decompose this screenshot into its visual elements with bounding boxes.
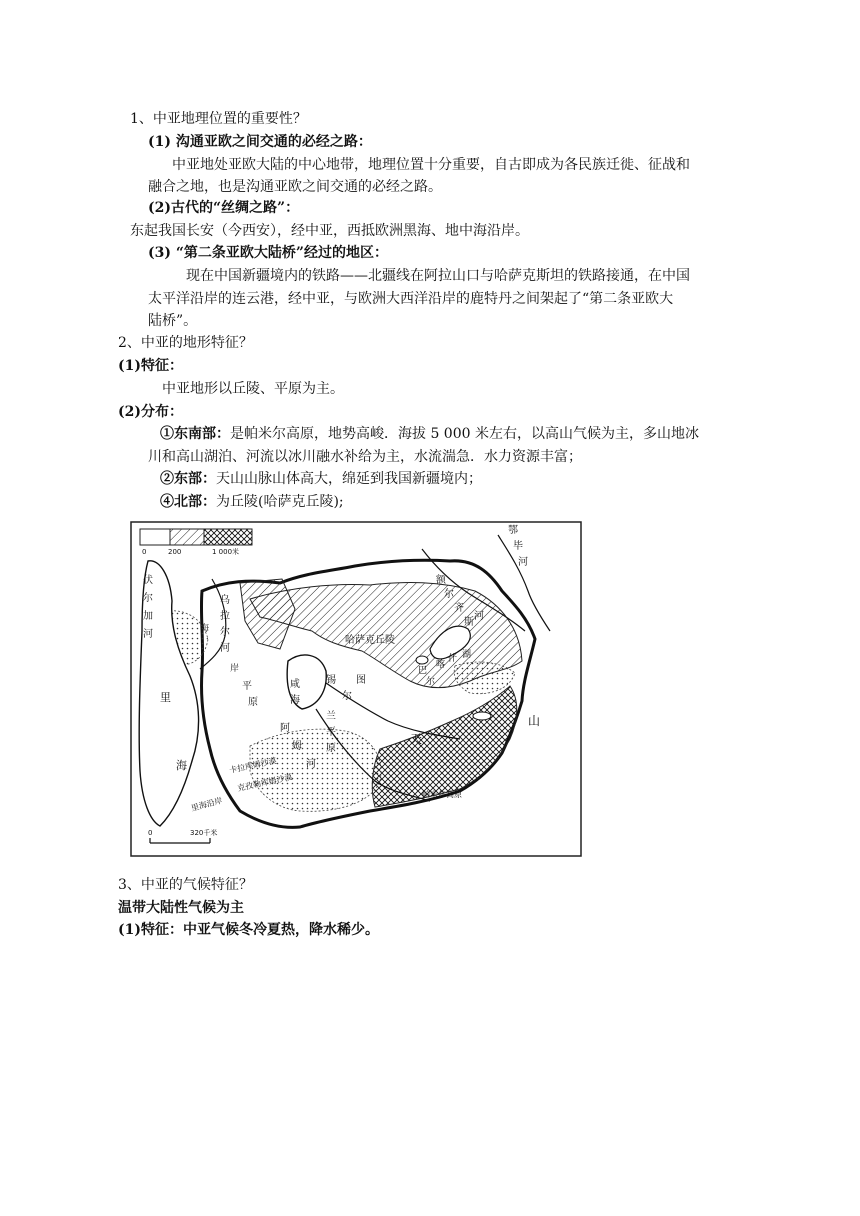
label-aral-2: 海 <box>290 695 300 706</box>
central-asia-terrain-map <box>130 521 582 857</box>
q1-section3-para-line2: 太平洋沿岸的连云港，经中亚，与欧洲大西洋沿岸的鹿特丹之间架起了“第二条亚欧大 <box>148 291 674 307</box>
label-irtysh-4: 斯 <box>464 617 474 628</box>
label-irtysh-5: 河 <box>474 611 484 622</box>
q1-section1-heading: (1) 沟通亚欧之间交通的必经之路： <box>148 134 372 150</box>
q1-section3-para-line3: 陆桥”。 <box>148 313 198 329</box>
q1-section1-para-line1: 中亚地处亚欧大陆的中心地带，地理位置十分重要，自古即成为各民族迁徙、征战和 <box>172 157 690 173</box>
scale-tick-0: 0 <box>148 829 153 837</box>
q3-heading: 温带大陆性气候为主 <box>118 900 244 916</box>
label-balkhash-2: 尔 <box>426 677 436 687</box>
label-volga-3: 加 <box>143 611 153 622</box>
label-ob-2: 毕 <box>513 541 523 552</box>
q2-item3-text: 为丘陵(哈萨克丘陵); <box>216 494 344 510</box>
label-syr-2: 尔 <box>342 691 352 702</box>
q3-section1: (1)特征：中亚气候冬冷夏热，降水稀少。 <box>118 922 379 938</box>
label-irtysh-3: 齐 <box>454 603 464 614</box>
q1-section1-para-line2: 融合之地，也是沟通亚欧之间交通的必经之路。 <box>148 179 442 195</box>
label-plain-1: 平 <box>242 681 252 692</box>
label-balkhash-1: 巴 <box>418 666 428 676</box>
q2-section2-heading: (2)分布： <box>118 404 183 420</box>
label-plain-2: 原 <box>248 697 258 708</box>
q2-item2-heading: ②东部： <box>160 471 216 487</box>
label-karakum: 卡拉库姆沙漠 <box>228 756 278 775</box>
q2-item1-text: 是帕米尔高原，地势高峻．海拔 5 000 米左右，以高山气候为主，多山地冰 <box>230 426 699 442</box>
label-ural-3: 尔 <box>220 627 230 638</box>
label-volga-2: 尔 <box>143 593 153 604</box>
label-caspian-1: 里 <box>160 691 171 704</box>
label-volga-1: 伏 <box>143 575 153 586</box>
label-balkhash-3: 喀 <box>436 660 446 670</box>
q1-section2-heading: (2)古代的“丝绸之路”： <box>148 200 300 216</box>
label-amu-1: 阿 <box>280 723 290 734</box>
label-tianshan-1: 天 <box>410 732 423 746</box>
label-syr-1: 锡 <box>326 675 336 686</box>
q1-section2-para: 东起我国长安（今西安），经中亚，西抵欧洲黑海、地中海沿岸。 <box>130 223 529 239</box>
q2-section1-heading: (1)特征： <box>118 358 183 374</box>
q2-item3-heading: ④北部： <box>160 494 216 510</box>
legend-tick-200: 200 <box>168 548 182 556</box>
q2-item1-continuation: 川和高山湖泊、河流以冰川融水补给为主，水流湍急．水力资源丰富； <box>148 449 582 465</box>
q3-title: 3、中亚的气候特征？ <box>118 877 253 893</box>
label-irtysh-2: 尔 <box>444 589 454 600</box>
label-shore-2: 岸 <box>230 664 240 674</box>
q2-section1-para: 中亚地形以丘陵、平原为主。 <box>162 381 344 397</box>
q2-item2 <box>160 469 482 489</box>
label-ural-1: 乌 <box>220 595 230 606</box>
label-turan-2: 兰 <box>326 711 336 722</box>
label-amu-3: 河 <box>306 759 316 770</box>
label-caspian-side: 里海沿岸 <box>190 795 224 813</box>
label-turan-3: 平 <box>326 727 336 738</box>
label-tianshan-2: 山 <box>528 714 541 728</box>
legend-tick-0: 0 <box>142 548 147 556</box>
q2-item2-text: 天山山脉山体高大，绵延到我国新疆境内； <box>216 471 482 487</box>
q1-section3-para-line1: 现在中国新疆境内的铁路——北疆线在阿拉山口与哈萨克斯坦的铁路接通，在中国 <box>186 268 690 284</box>
q2-item1-heading: ①东南部： <box>160 426 230 442</box>
label-kazakh-hills: 哈萨克丘陵 <box>345 635 395 646</box>
label-amu-2: 姆 <box>292 741 302 752</box>
q2-title: 2、中亚的地形特征？ <box>118 335 253 351</box>
label-balkhash-4: 什 <box>448 654 458 664</box>
map-svg <box>130 521 582 857</box>
label-ob-3: 河 <box>518 557 528 568</box>
label-aral-1: 咸 <box>290 679 300 690</box>
label-pamir: 帕米尔高原 <box>422 790 462 799</box>
scale-tick-320: 320千米 <box>190 829 218 837</box>
q1-section3-heading: (3) “第二条亚欧大陆桥”经过的地区： <box>148 245 388 261</box>
label-irtysh-1: 额 <box>436 575 446 586</box>
label-balkhash-5: 湖 <box>462 650 472 660</box>
label-turan-1: 图 <box>356 675 366 686</box>
desert-region <box>250 729 381 811</box>
lake-issyk-kul <box>473 712 491 720</box>
q2-item3 <box>160 492 344 512</box>
label-ural-2: 拉 <box>220 611 230 622</box>
label-caspian-2: 海 <box>176 759 187 772</box>
label-turan-4: 原 <box>326 743 336 754</box>
label-kyzylkum: 克孜勒库姆沙漠 <box>236 772 294 793</box>
lake-small-1 <box>416 656 428 664</box>
q1-title: 1、中亚地理位置的重要性？ <box>130 111 307 127</box>
label-ural-4: 河 <box>220 643 230 654</box>
legend-tick-1000: 1 000米 <box>212 548 240 556</box>
q2-item1 <box>160 424 699 444</box>
label-volga-4: 河 <box>143 629 153 640</box>
label-shore-1: 海 <box>200 624 210 634</box>
label-ob-1: 鄂 <box>508 525 518 536</box>
